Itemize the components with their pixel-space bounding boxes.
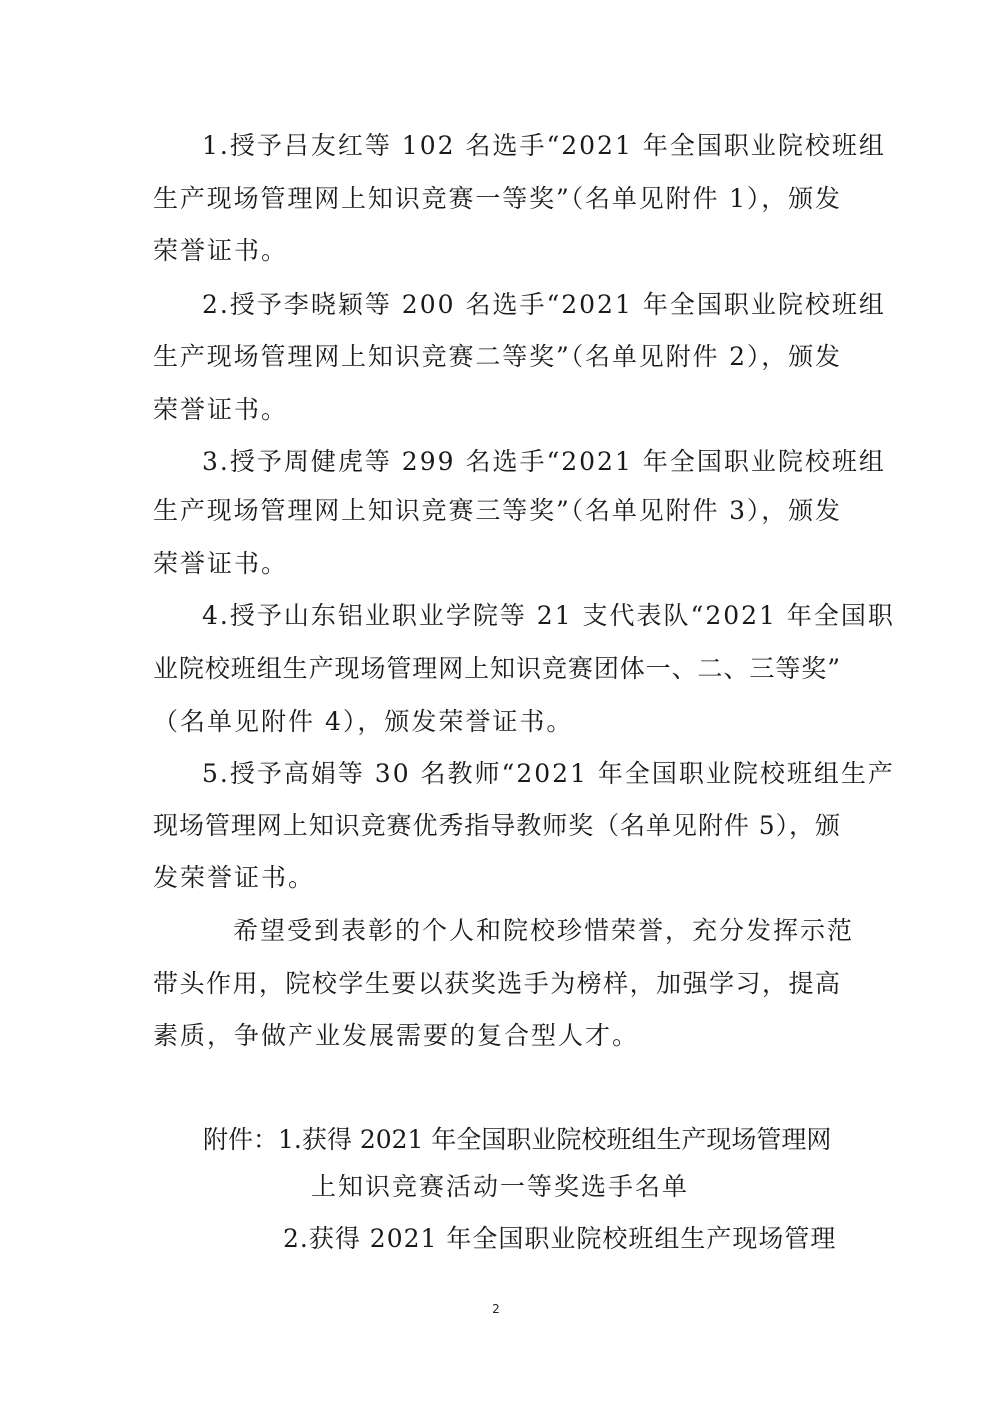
attachments-prefix: 附件： (203, 1125, 279, 1154)
item-2-line-3: 荣誉证书。 (153, 395, 289, 424)
item-5-line-2: 现场管理网上知识竞赛优秀指导教师奖（名单见附件 5），颁 (153, 811, 840, 840)
closing-line-2: 带头作用，院校学生要以获奖选手为榜样，加强学习，提高 (153, 969, 840, 998)
item-4-line-3: （名单见附件 4），颁发荣誉证书。 (153, 707, 574, 736)
item-3-line-2: 生产现场管理网上知识竞赛三等奖”（名单见附件 3），颁发 (153, 496, 840, 525)
item-2-line-1: 2.授予李晓颖等 200 名选手“2021 年全国职业院校班组 (202, 290, 886, 319)
item-3-line-3: 荣誉证书。 (153, 549, 289, 578)
attachment-1-line-1: 1.获得 2021 年全国职业院校班组生产现场管理网 (278, 1125, 832, 1154)
item-5-line-3: 发荣誉证书。 (153, 863, 316, 892)
closing-line-3: 素质，争做产业发展需要的复合型人才。 (153, 1021, 640, 1050)
attachment-2-line-1: 2.获得 2021 年全国职业院校班组生产现场管理 (283, 1224, 837, 1253)
page-number: 2 (492, 1302, 500, 1316)
closing-line-1: 希望受到表彰的个人和院校珍惜荣誉，充分发挥示范 (233, 916, 855, 945)
item-4-line-2: 业院校班组生产现场管理网上知识竞赛团体一、二、三等奖” (153, 654, 840, 683)
item-5-line-1: 5.授予高娟等 30 名教师“2021 年全国职业院校班组生产 (202, 759, 895, 788)
item-3-line-1: 3.授予周健虎等 299 名选手“2021 年全国职业院校班组 (202, 447, 886, 476)
attachment-1-line-2: 上知识竞赛活动一等奖选手名单 (311, 1172, 690, 1201)
item-1-line-1: 1.授予吕友红等 102 名选手“2021 年全国职业院校班组 (202, 131, 886, 160)
item-1-line-2: 生产现场管理网上知识竞赛一等奖”（名单见附件 1），颁发 (153, 184, 840, 213)
item-1-line-3: 荣誉证书。 (153, 236, 289, 265)
attachments-label (203, 1125, 831, 1155)
item-4-line-1: 4.授予山东铝业职业学院等 21 支代表队“2021 年全国职 (202, 601, 895, 630)
item-2-line-2: 生产现场管理网上知识竞赛二等奖”（名单见附件 2），颁发 (153, 342, 840, 371)
